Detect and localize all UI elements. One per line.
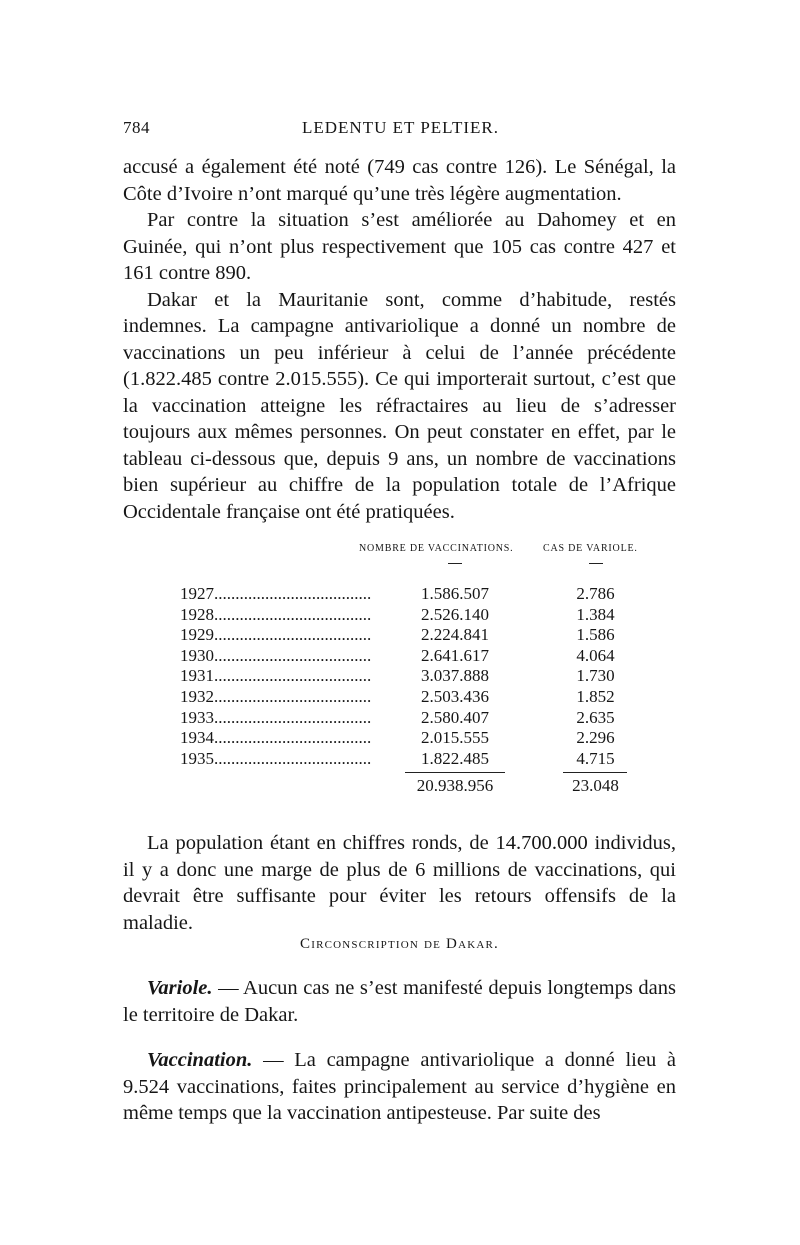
table-totals-row [123,776,676,798]
row-cas: 2.786 [576,584,615,603]
row-vaccinations: 2.526.140 [421,604,489,624]
row-cas: 1.586 [576,625,615,645]
row-vaccinations: 2.641.617 [421,645,489,665]
paragraph: La population étant en chiffres ronds, de 14.700.000 individus, il y a donc une marge de plus de 6 millions de vaccinations, qui devrait être suffisante pour éviter les retours offensifs de la maladie. [123,832,676,934]
row-year: 1935..................................... [180,748,372,768]
column-dash [589,563,603,564]
column-dash [448,563,462,564]
row-vaccinations: 2.580.407 [421,707,489,727]
row-vaccinations: 3.037.888 [421,666,489,686]
table-row [123,728,676,749]
running-title: LEDENTU ET PELTIER. [301,118,499,137]
row-year: 1930..................................... [180,645,372,665]
row-cas: 1.384 [576,604,615,624]
row-cas: 2.635 [576,707,615,727]
text-block-vaccination [123,1047,676,1127]
row-year: 1933..................................... [180,707,372,727]
row-vaccinations: 2.015.555 [421,728,489,748]
row-year: 1927..................................... [180,584,372,603]
row-cas: 4.715 [576,748,615,768]
row-vaccinations: 2.224.841 [421,625,489,645]
table-row [123,605,676,626]
total-rule [405,772,505,773]
table-row [123,646,676,667]
text-block-top [123,154,676,525]
row-cas: 1.852 [576,686,615,706]
row-vaccinations: 1.822.485 [421,748,489,768]
paragraph: accusé a également été noté (749 cas contre 126). Le Sénégal, la Côte d’Ivoire n’ont marqué qu’une très légère augmentation. [123,156,676,205]
row-year: 1929..................................... [180,625,372,645]
total-cas: 23.048 [572,776,619,795]
paragraph-variole: Variole. — Aucun cas ne s’est manifesté depuis longtemps dans le territoire de Dakar. [123,977,676,1026]
column-header-vaccinations: NOMBRE DE VACCINATIONS. [359,543,514,554]
row-cas: 4.064 [576,645,615,665]
row-vaccinations: 1.586.507 [421,584,489,603]
section-title: Circonscription de Dakar. [300,936,499,952]
row-cas: 1.730 [576,666,615,686]
table-row [123,584,676,605]
table-row [123,666,676,687]
row-cas: 2.296 [576,728,615,748]
table-row [123,625,676,646]
lead-variole: Variole. [147,977,213,999]
row-year: 1932..................................... [180,686,372,706]
paragraph: Par contre la situation s’est améliorée au Dahomey et en Guinée, qui n’ont plus respectivement que 105 cas contre 427 et 161 contre 890. [123,209,676,284]
paragraph-vaccination: Vaccination. — La campagne antivariolique a donné lieu à 9.524 vaccinations, faites principalement au service d’hygiène en même temps que la vaccination antipesteuse. Par suite des [123,1049,676,1124]
table-rows [123,584,676,769]
vaccination-table [123,543,676,813]
page-number: 784 [123,118,150,137]
total-rule [563,772,627,773]
lead-vaccination: Vaccination. [147,1049,253,1071]
text-block-after-table [123,830,676,936]
page-header [123,118,678,142]
row-year: 1931..................................... [180,666,372,686]
column-header-variole: CAS DE VARIOLE. [543,543,638,554]
row-year: 1928..................................... [180,604,372,624]
total-vaccinations: 20.938.956 [416,776,494,795]
table-row [123,687,676,708]
row-year: 1934..................................... [180,728,372,748]
row-vaccinations: 2.503.436 [421,686,489,706]
text-block-variole [123,975,676,1028]
table-row [123,708,676,729]
table-row [123,749,676,770]
paragraph: Dakar et la Mauritanie sont, comme d’habitude, restés indemnes. La campagne antivariolique a donné un nombre de vaccinations un peu inférieur à celui de l’année précédente (1.822.485 contre 2.015.555). Ce qui importerait surtout, c’est que la vaccination atteigne les réfractaires au lieu de s’adresser toujours aux mêmes personnes. On peut constater en effet, par le tableau ci-dessous que, depuis 9 ans, un nombre de vaccinations bien supérieur au chiffre de la population totale de l’Afrique Occidentale française ont été pratiquées. [123,288,676,523]
